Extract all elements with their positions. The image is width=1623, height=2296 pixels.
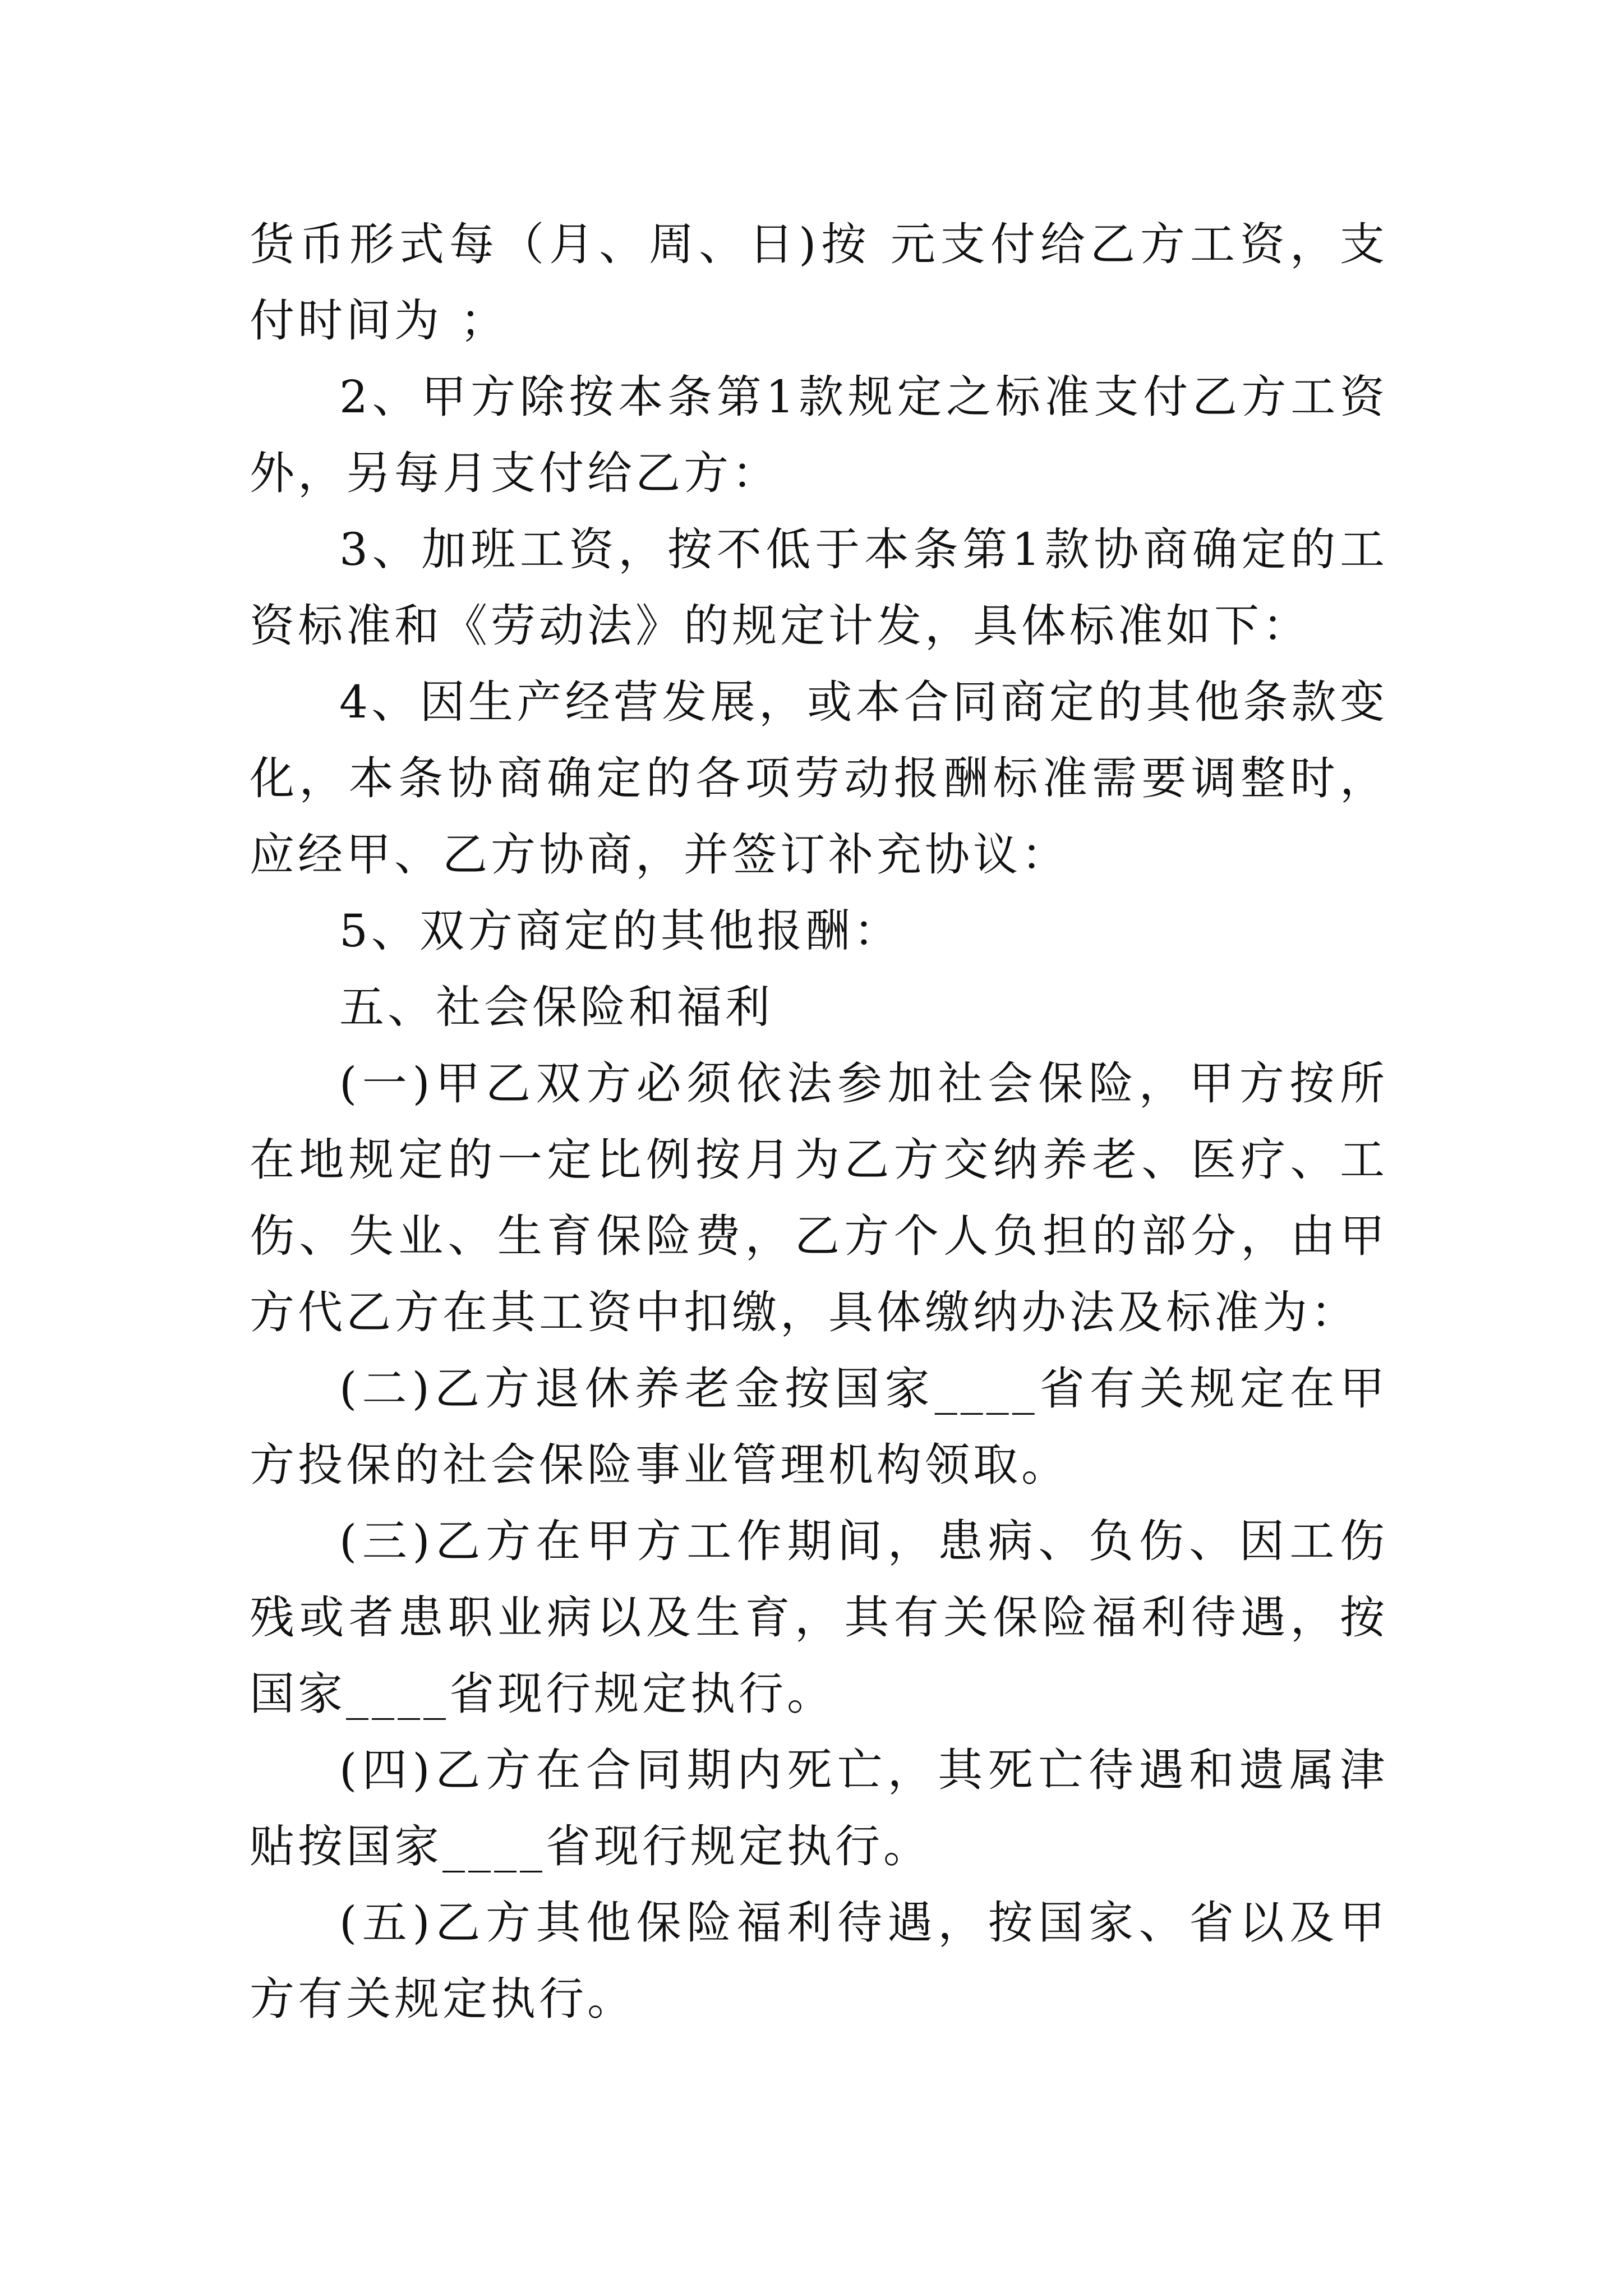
section-heading-social-insurance: 五、社会保险和福利 — [339, 981, 773, 1033]
paragraph-clause-5: 5、双方商定的其他报酬： — [339, 905, 902, 957]
paragraph-insurance-2: (二)乙方退休养老金按国家____省有关规定在甲方投保的社会保险事业管理机构领取。 — [250, 1363, 1388, 1491]
paragraph-clause-2: 2、甲方除按本条第1款规定之标准支付乙方工资外，另每月支付给乙方： — [250, 371, 1388, 499]
paragraph-insurance-1: (一)甲乙双方必须依法参加社会保险，甲方按所在地规定的一定比例按月为乙方交纳养老、医疗、工伤、失业、生育保险费，乙方个人负担的部分，由甲方代乙方在其工资中扣缴，具体缴纳办法及标准为： — [250, 1057, 1388, 1338]
paragraph-clause-4: 4、因生产经营发展，或本合同商定的其他条款变化，本条协商确定的各项劳动报酬标准需要调整时，应经甲、乙方协商，并签订补充协议： — [250, 676, 1388, 881]
document-body — [250, 206, 1388, 2037]
paragraph-insurance-3: (三)乙方在甲方工作期间，患病、负伤、因工伤残或者患职业病以及生育，其有关保险福利待遇，按国家____省现行规定执行。 — [250, 1515, 1388, 1720]
paragraph-insurance-5: (五)乙方其他保险福利待遇，按国家、省以及甲方有关规定执行。 — [250, 1897, 1388, 2025]
paragraph-insurance-4: (四)乙方在合同期内死亡，其死亡待遇和遗属津贴按国家____省现行规定执行。 — [250, 1744, 1388, 1872]
paragraph-clause-3: 3、加班工资，按不低于本条第1款协商确定的工资标准和《劳动法》的规定计发，具体标准如下： — [250, 523, 1388, 652]
paragraph-wage-payment: 货币形式每（月、周、日)按 元支付给乙方工资，支付时间为 ； — [250, 218, 1388, 347]
